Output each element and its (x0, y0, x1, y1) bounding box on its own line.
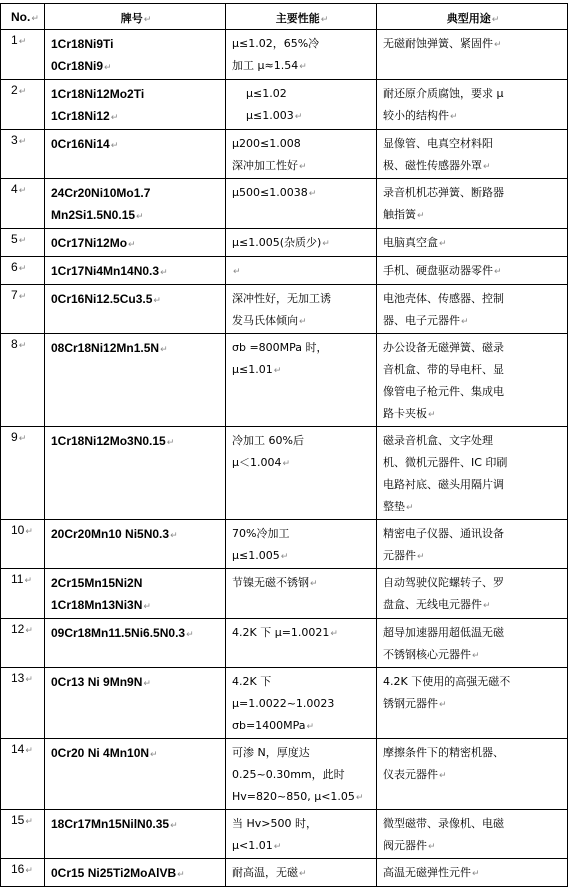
cell-property (226, 80, 377, 130)
property-line: Hv=820~850, μ<1.05↵ (232, 790, 364, 803)
paragraph-mark-icon: ↵ (170, 531, 178, 541)
cell-property (226, 285, 377, 334)
property-line: μ500≤1.0038↵ (232, 186, 317, 199)
use-line: 手机、硬盘驱动器零件↵ (383, 264, 502, 277)
cell-no: 8↵ (1, 334, 45, 427)
table-row (1, 810, 568, 859)
paragraph-mark-icon: ↵ (110, 141, 119, 151)
use-line: 电池壳体、传感器、控制 (383, 292, 504, 305)
use-line: 显像管、电真空材料阳 (383, 137, 493, 150)
use-line: 极、磁性传感器外罩↵ (383, 159, 491, 172)
property-line: 深冲性好，无加工诱 (232, 292, 331, 305)
paragraph-mark-icon: ↵ (25, 817, 33, 827)
table-row (1, 859, 568, 887)
table-row (1, 30, 568, 80)
cell-property (226, 520, 377, 569)
property-line: μ≤1.003↵ (246, 109, 303, 122)
cell-no: 6↵ (1, 257, 45, 285)
paragraph-mark-icon: ↵ (483, 162, 491, 172)
cell-grade (45, 859, 226, 887)
paragraph-mark-icon: ↵ (110, 113, 119, 123)
paragraph-mark-icon: ↵ (320, 15, 329, 25)
table-row (1, 80, 568, 130)
table-row (1, 668, 568, 739)
cell-property (226, 229, 377, 257)
cell-grade (45, 520, 226, 569)
paragraph-mark-icon: ↵ (18, 264, 27, 274)
paragraph-mark-icon: ↵ (233, 267, 241, 277)
use-line: 锈钢元器件↵ (383, 697, 447, 710)
header-grade: 牌号↵ (45, 4, 226, 30)
property-line: 4.2K 下 μ=1.0021↵ (232, 626, 338, 639)
cell-property (226, 859, 377, 887)
grade-line: 1Cr18Mn13Ni3N↵ (51, 598, 151, 612)
cell-use (377, 427, 568, 520)
use-line: 4.2K 下使用的高强无磁不 (383, 675, 511, 688)
cell-use (377, 179, 568, 229)
paragraph-mark-icon: ↵ (494, 40, 502, 50)
grade-line: 0Cr18Ni9↵ (51, 59, 112, 73)
use-line: 触指簧↵ (383, 208, 425, 221)
grade-line: Mn2Si1.5N0.15↵ (51, 208, 144, 222)
table-header-row (1, 4, 568, 30)
paragraph-mark-icon: ↵ (417, 211, 425, 221)
property-line: σb=1400MPa↵ (232, 719, 315, 732)
cell-use (377, 739, 568, 810)
grade-line: 0Cr16Ni12.5Cu3.5↵ (51, 292, 161, 306)
header-property: 主要性能↵ (226, 4, 377, 30)
cell-property (226, 619, 377, 668)
cell-grade (45, 569, 226, 619)
cell-use (377, 859, 568, 887)
grade-line: 2Cr15Mn15Ni2N (51, 576, 143, 590)
property-line: 冷加工 60%后 (232, 434, 304, 447)
use-line: 无磁耐蚀弹簧、紧固件↵ (383, 37, 502, 50)
cell-grade (45, 739, 226, 810)
cell-use (377, 30, 568, 80)
use-line: 路卡夹板↵ (383, 407, 436, 420)
property-line (232, 260, 372, 283)
cell-property (226, 30, 377, 80)
table-row (1, 739, 568, 810)
cell-grade (45, 668, 226, 739)
paragraph-mark-icon: ↵ (428, 842, 436, 852)
cell-property (226, 257, 377, 285)
paragraph-mark-icon: ↵ (136, 212, 144, 222)
grade-line: 1Cr18Ni12↵ (51, 109, 119, 123)
cell-use (377, 285, 568, 334)
cell-property (226, 569, 377, 619)
use-line: 电脑真空盒↵ (383, 236, 447, 249)
grade-line: 1Cr18Ni9Ti (51, 37, 114, 51)
paragraph-mark-icon: ↵ (170, 821, 178, 831)
paragraph-mark-icon: ↵ (104, 63, 112, 73)
grade-line: 0Cr20 Ni 4Mn10N↵ (51, 746, 158, 760)
use-line: 自动驾驶仪陀螺转子、罗 (383, 576, 504, 589)
paragraph-mark-icon: ↵ (450, 112, 458, 122)
property-line: μ≤1.005(杂质少)↵ (232, 236, 330, 249)
property-line: μ≤1.02，65%冷 (232, 37, 320, 50)
grade-line: 08Cr18Ni12Mn1.5N↵ (51, 341, 168, 355)
cell-property (226, 739, 377, 810)
property-line: σb =800MPa 时， (232, 341, 328, 354)
cell-grade (45, 427, 226, 520)
property-line: μ<1.01↵ (232, 839, 282, 852)
use-line: 超导加速器用超低温无磁 (383, 626, 504, 639)
cell-no: 4↵ (1, 179, 45, 229)
use-line: 音机盒、带的导电杆、显 (383, 363, 504, 376)
paragraph-mark-icon: ↵ (166, 438, 175, 448)
cell-property (226, 130, 377, 179)
cell-no: 5↵ (1, 229, 45, 257)
cell-grade (45, 810, 226, 859)
paragraph-mark-icon: ↵ (25, 626, 33, 636)
property-line: 0.25~0.30mm，此时 (232, 768, 345, 781)
cell-grade (45, 285, 226, 334)
paragraph-mark-icon: ↵ (153, 296, 161, 306)
use-line: 仪表元器件↵ (383, 768, 447, 781)
use-line: 摩擦条件下的精密机器、 (383, 746, 504, 759)
paragraph-mark-icon: ↵ (280, 552, 289, 562)
paragraph-mark-icon: ↵ (18, 236, 27, 246)
paragraph-mark-icon: ↵ (483, 601, 491, 611)
property-line: 加工 μ≈1.54↵ (232, 59, 307, 72)
use-line: 磁录音机盒、文字处理 (383, 434, 493, 447)
paragraph-mark-icon: ↵ (472, 651, 480, 661)
cell-use (377, 520, 568, 569)
paragraph-mark-icon: ↵ (18, 292, 27, 302)
paragraph-mark-icon: ↵ (294, 112, 303, 122)
use-line: 精密电子仪器、通讯设备 (383, 527, 504, 540)
use-line: 办公设备无磁弹簧、磁录 (383, 341, 504, 354)
stainless-steel-table (0, 3, 568, 887)
paragraph-mark-icon: ↵ (25, 675, 33, 685)
cell-property (226, 427, 377, 520)
use-line: 机、微机元器件、IC 印刷 (383, 456, 508, 469)
paragraph-mark-icon: ↵ (299, 317, 307, 327)
paragraph-mark-icon: ↵ (18, 186, 27, 196)
cell-grade (45, 130, 226, 179)
cell-use (377, 80, 568, 130)
cell-property (226, 810, 377, 859)
property-line: μ200≤1.008 (232, 137, 301, 150)
property-line: μ=1.0022~1.0023 (232, 697, 335, 710)
use-line: 录音机机芯弹簧、断路器 (383, 186, 504, 199)
paragraph-mark-icon: ↵ (322, 239, 330, 249)
paragraph-mark-icon: ↵ (472, 869, 480, 879)
paragraph-mark-icon: ↵ (18, 137, 27, 147)
paragraph-mark-icon: ↵ (150, 750, 158, 760)
paragraph-mark-icon: ↵ (31, 14, 39, 24)
property-line: 可渗 N，厚度达 (232, 746, 310, 759)
paragraph-mark-icon: ↵ (355, 793, 364, 803)
grade-line: 20Cr20Mn10 Ni5N0.3↵ (51, 527, 178, 541)
use-line: 阀元器件↵ (383, 839, 436, 852)
property-line: μ≤1.005↵ (232, 549, 289, 562)
table-row (1, 569, 568, 619)
grade-line: 0Cr17Ni12Mo↵ (51, 236, 136, 250)
paragraph-mark-icon: ↵ (494, 267, 502, 277)
property-line: μ＜1.004↵ (232, 456, 291, 469)
paragraph-mark-icon: ↵ (143, 679, 151, 689)
cell-grade (45, 179, 226, 229)
use-line: 不锈钢核心元器件↵ (383, 648, 480, 661)
cell-grade (45, 334, 226, 427)
use-line: 器、电子元器件↵ (383, 314, 469, 327)
use-line: 像管电子枪元件、集成电 (383, 385, 504, 398)
cell-no: 14↵ (1, 739, 45, 810)
grade-line: 1Cr17Ni4Mn14N0.3↵ (51, 264, 168, 278)
paragraph-mark-icon: ↵ (439, 771, 447, 781)
table-body (1, 30, 568, 887)
paragraph-mark-icon: ↵ (143, 15, 152, 25)
grade-line: 1Cr18Ni12Mo2Ti (51, 87, 145, 101)
paragraph-mark-icon: ↵ (282, 459, 291, 469)
paragraph-mark-icon: ↵ (18, 87, 27, 97)
cell-no: 13↵ (1, 668, 45, 739)
paragraph-mark-icon: ↵ (273, 842, 282, 852)
cell-use (377, 619, 568, 668)
cell-no: 10↵ (1, 520, 45, 569)
paragraph-mark-icon: ↵ (25, 746, 33, 756)
grade-line: 0Cr13 Ni 9Mn9N↵ (51, 675, 151, 689)
cell-no: 12↵ (1, 619, 45, 668)
paragraph-mark-icon: ↵ (18, 341, 27, 351)
use-line: 微型磁带、录像机、电磁 (383, 817, 504, 830)
table-row (1, 179, 568, 229)
grade-line: 0Cr15 Ni25Ti2MoAlVB↵ (51, 866, 185, 880)
property-line: 发马氏体倾向↵ (232, 314, 307, 327)
property-line: μ≤1.01↵ (232, 363, 282, 376)
grade-line: 24Cr20Ni10Mo1.7 (51, 186, 151, 200)
cell-property (226, 334, 377, 427)
property-line: 4.2K 下 (232, 675, 272, 688)
paragraph-mark-icon: ↵ (18, 37, 27, 47)
property-line: μ≤1.02 (246, 87, 287, 100)
cell-no: 15↵ (1, 810, 45, 859)
paragraph-mark-icon: ↵ (417, 552, 425, 562)
property-line: 耐高温，无磁↵ (232, 866, 307, 879)
cell-use (377, 569, 568, 619)
grade-line: 18Cr17Mn15NilN0.35↵ (51, 817, 178, 831)
paragraph-mark-icon: ↵ (18, 434, 27, 444)
paragraph-mark-icon: ↵ (299, 62, 307, 72)
paragraph-mark-icon: ↵ (25, 866, 33, 876)
paragraph-mark-icon: ↵ (461, 317, 469, 327)
use-line: 电路衬底、磁头用隔片调 (383, 478, 504, 491)
paragraph-mark-icon: ↵ (308, 189, 317, 199)
property-line: 当 Hv>500 时， (232, 817, 317, 830)
cell-property (226, 179, 377, 229)
cell-no: 16↵ (1, 859, 45, 887)
paragraph-mark-icon: ↵ (299, 869, 307, 879)
cell-use (377, 229, 568, 257)
cell-grade (45, 619, 226, 668)
property-line: 深冲加工性好↵ (232, 159, 307, 172)
cell-use (377, 334, 568, 427)
grade-line: 0Cr16Ni14↵ (51, 137, 119, 151)
table-row (1, 427, 568, 520)
cell-no: 2↵ (1, 80, 45, 130)
paragraph-mark-icon: ↵ (428, 410, 436, 420)
paragraph-mark-icon: ↵ (299, 162, 307, 172)
table-row (1, 257, 568, 285)
paragraph-mark-icon: ↵ (24, 576, 33, 586)
paragraph-mark-icon: ↵ (306, 722, 315, 732)
table-row (1, 334, 568, 427)
cell-no: 7↵ (1, 285, 45, 334)
cell-no: 9↵ (1, 427, 45, 520)
cell-grade (45, 30, 226, 80)
header-no: No.↵ (1, 4, 45, 30)
cell-property (226, 668, 377, 739)
paragraph-mark-icon: ↵ (273, 366, 282, 376)
table-row (1, 130, 568, 179)
property-line: 节镍无磁不锈钢↵ (232, 576, 318, 589)
paragraph-mark-icon: ↵ (143, 602, 151, 612)
cell-no: 3↵ (1, 130, 45, 179)
cell-use (377, 257, 568, 285)
table-row (1, 520, 568, 569)
cell-use (377, 130, 568, 179)
use-line: 整垫↵ (383, 500, 414, 513)
paragraph-mark-icon: ↵ (330, 629, 338, 639)
grade-line: 1Cr18Ni12Mo3N0.15↵ (51, 434, 175, 448)
property-line: 70%冷加工 (232, 527, 290, 540)
paragraph-mark-icon: ↵ (160, 345, 168, 355)
use-line: 较小的结构件↵ (383, 109, 458, 122)
cell-grade (45, 80, 226, 130)
paragraph-mark-icon: ↵ (491, 15, 500, 25)
cell-no: 11↵ (1, 569, 45, 619)
paragraph-mark-icon: ↵ (439, 700, 447, 710)
paragraph-mark-icon: ↵ (406, 503, 414, 513)
paragraph-mark-icon: ↵ (186, 630, 194, 640)
paragraph-mark-icon: ↵ (177, 870, 185, 880)
cell-no: 1↵ (1, 30, 45, 80)
paragraph-mark-icon: ↵ (160, 268, 168, 278)
table-row (1, 619, 568, 668)
table-row (1, 285, 568, 334)
paragraph-mark-icon: ↵ (25, 527, 33, 537)
use-line: 元器件↵ (383, 549, 425, 562)
cell-grade (45, 229, 226, 257)
use-line: 盘盒、无线电元器件↵ (383, 598, 491, 611)
paragraph-mark-icon: ↵ (310, 579, 318, 589)
paragraph-mark-icon: ↵ (128, 240, 136, 250)
cell-use (377, 810, 568, 859)
cell-use (377, 668, 568, 739)
grade-line: 09Cr18Mn11.5Ni6.5N0.3↵ (51, 626, 194, 640)
use-line: 高温无磁弹性元件↵ (383, 866, 480, 879)
paragraph-mark-icon: ↵ (439, 239, 447, 249)
cell-grade (45, 257, 226, 285)
header-use: 典型用途↵ (377, 4, 568, 30)
table-row (1, 229, 568, 257)
use-line: 耐还原介质腐蚀，要求 μ (383, 87, 504, 100)
